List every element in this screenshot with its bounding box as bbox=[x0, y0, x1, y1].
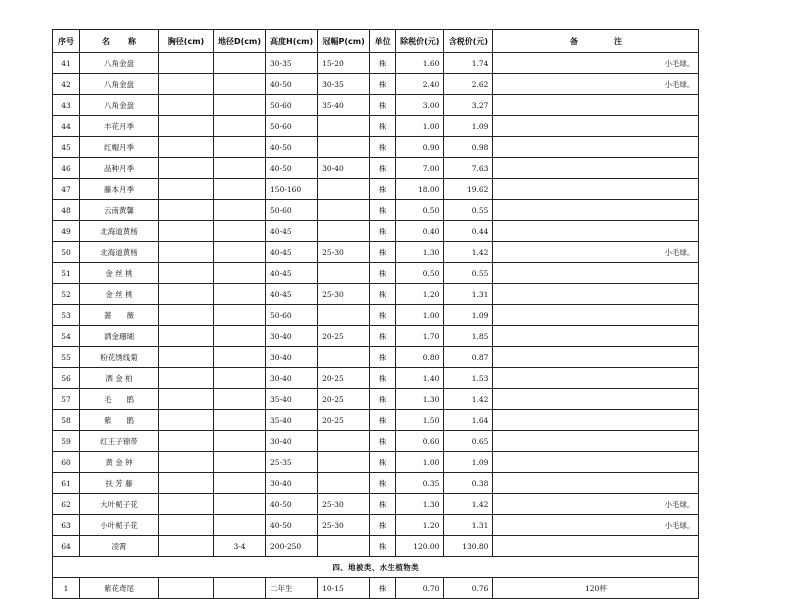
header-seq: 序号 bbox=[53, 30, 80, 53]
header-unit: 单位 bbox=[370, 30, 396, 53]
cell-height: 40-50 bbox=[266, 74, 318, 95]
cell-height: 40-45 bbox=[266, 221, 318, 242]
cell-seq: 55 bbox=[53, 347, 80, 368]
cell-price-inc-tax: 1.85 bbox=[444, 326, 493, 347]
cell-seq: 56 bbox=[53, 368, 80, 389]
table-row bbox=[53, 431, 699, 452]
header-remark bbox=[493, 30, 699, 53]
cell-height: 35-40 bbox=[266, 410, 318, 431]
cell-price-inc-tax: 1.53 bbox=[444, 368, 493, 389]
cell-price-inc-tax: 0.55 bbox=[444, 200, 493, 221]
cell-price-inc-tax: 7.63 bbox=[444, 158, 493, 179]
cell-unit: 株 bbox=[370, 242, 396, 263]
cell-seq: 52 bbox=[53, 284, 80, 305]
cell-seq: 63 bbox=[53, 515, 80, 536]
cell-remark bbox=[493, 263, 699, 284]
cell-dbh bbox=[159, 53, 214, 74]
cell-name: 红帽月季 bbox=[80, 137, 159, 158]
cell-remark bbox=[493, 410, 699, 431]
cell-unit: 株 bbox=[370, 221, 396, 242]
cell-price-ex-tax: 1.20 bbox=[396, 515, 444, 536]
section-body bbox=[53, 557, 699, 599]
table-row bbox=[53, 137, 699, 158]
cell-remark bbox=[493, 158, 699, 179]
cell-remark: 小毛球。 bbox=[493, 74, 699, 95]
cell-unit: 株 bbox=[370, 179, 396, 200]
cell-ground-diameter bbox=[214, 116, 266, 137]
cell-seq: 50 bbox=[53, 242, 80, 263]
header-row bbox=[53, 30, 699, 53]
cell-name: 洒金珊瑚 bbox=[80, 326, 159, 347]
cell-seq: 44 bbox=[53, 116, 80, 137]
cell-height: 40-45 bbox=[266, 263, 318, 284]
cell-unit: 株 bbox=[370, 452, 396, 473]
cell-price-ex-tax: 1.60 bbox=[396, 53, 444, 74]
cell-dbh bbox=[159, 74, 214, 95]
cell-name: 八角金盘 bbox=[80, 95, 159, 116]
cell-height: 200-250 bbox=[266, 536, 318, 557]
cell-seq: 43 bbox=[53, 95, 80, 116]
cell-ground-diameter bbox=[214, 200, 266, 221]
cell-remark bbox=[493, 200, 699, 221]
table-row bbox=[53, 368, 699, 389]
cell-price-ex-tax: 120.00 bbox=[396, 536, 444, 557]
cell-crown bbox=[318, 137, 370, 158]
cell-name: 北海道黄杨 bbox=[80, 221, 159, 242]
cell-height: 35-40 bbox=[266, 389, 318, 410]
cell-price-ex-tax: 1.50 bbox=[396, 410, 444, 431]
cell-height: 40-50 bbox=[266, 158, 318, 179]
cell-ground-diameter bbox=[214, 284, 266, 305]
cell-price-inc-tax: 1.09 bbox=[444, 116, 493, 137]
cell-remark: 120杯 bbox=[493, 578, 699, 599]
cell-price-inc-tax: 0.55 bbox=[444, 263, 493, 284]
cell-dbh bbox=[159, 158, 214, 179]
header-ground-diameter: 地径D(cm) bbox=[214, 30, 266, 53]
cell-height: 25-35 bbox=[266, 452, 318, 473]
cell-name: 云南黄馨 bbox=[80, 200, 159, 221]
cell-dbh bbox=[159, 95, 214, 116]
cell-unit: 株 bbox=[370, 305, 396, 326]
cell-seq: 64 bbox=[53, 536, 80, 557]
cell-price-ex-tax: 7.00 bbox=[396, 158, 444, 179]
cell-price-ex-tax: 0.90 bbox=[396, 137, 444, 158]
cell-crown bbox=[318, 305, 370, 326]
table-body bbox=[53, 53, 699, 557]
cell-price-inc-tax: 1.42 bbox=[444, 242, 493, 263]
cell-crown bbox=[318, 200, 370, 221]
cell-height: 30-40 bbox=[266, 431, 318, 452]
cell-crown bbox=[318, 179, 370, 200]
cell-dbh bbox=[159, 305, 214, 326]
table-row bbox=[53, 242, 699, 263]
header-price-inc-tax: 含税价(元) bbox=[444, 30, 493, 53]
cell-name: 洒 金 柏 bbox=[80, 368, 159, 389]
table-row bbox=[53, 515, 699, 536]
cell-price-ex-tax: 1.40 bbox=[396, 368, 444, 389]
cell-dbh bbox=[159, 284, 214, 305]
cell-dbh bbox=[159, 494, 214, 515]
table-row bbox=[53, 326, 699, 347]
cell-price-inc-tax: 0.44 bbox=[444, 221, 493, 242]
cell-ground-diameter bbox=[214, 263, 266, 284]
cell-crown bbox=[318, 431, 370, 452]
table-row bbox=[53, 347, 699, 368]
cell-dbh bbox=[159, 116, 214, 137]
cell-dbh bbox=[159, 410, 214, 431]
section-title-row bbox=[53, 557, 699, 578]
cell-remark bbox=[493, 116, 699, 137]
cell-dbh bbox=[159, 137, 214, 158]
cell-price-inc-tax: 0.76 bbox=[444, 578, 493, 599]
cell-seq: 49 bbox=[53, 221, 80, 242]
cell-price-inc-tax: 19.62 bbox=[444, 179, 493, 200]
cell-price-ex-tax: 1.30 bbox=[396, 389, 444, 410]
cell-unit: 株 bbox=[370, 263, 396, 284]
cell-crown: 25-30 bbox=[318, 284, 370, 305]
cell-name: 藤本月季 bbox=[80, 179, 159, 200]
cell-unit: 株 bbox=[370, 326, 396, 347]
cell-height: 40-50 bbox=[266, 137, 318, 158]
table-row bbox=[53, 200, 699, 221]
cell-price-ex-tax: 1.30 bbox=[396, 242, 444, 263]
cell-seq: 61 bbox=[53, 473, 80, 494]
cell-unit: 株 bbox=[370, 578, 396, 599]
cell-price-inc-tax: 3.27 bbox=[444, 95, 493, 116]
cell-price-inc-tax: 2.62 bbox=[444, 74, 493, 95]
cell-dbh bbox=[159, 242, 214, 263]
cell-ground-diameter bbox=[214, 347, 266, 368]
table-row bbox=[53, 74, 699, 95]
cell-height: 30-40 bbox=[266, 368, 318, 389]
table-row bbox=[53, 53, 699, 74]
cell-unit: 株 bbox=[370, 116, 396, 137]
cell-ground-diameter bbox=[214, 494, 266, 515]
cell-ground-diameter bbox=[214, 389, 266, 410]
header-name bbox=[80, 30, 159, 53]
cell-seq: 54 bbox=[53, 326, 80, 347]
cell-unit: 株 bbox=[370, 95, 396, 116]
cell-price-inc-tax: 1.64 bbox=[444, 410, 493, 431]
cell-remark: 小毛球。 bbox=[493, 494, 699, 515]
cell-ground-diameter bbox=[214, 473, 266, 494]
cell-price-ex-tax: 2.40 bbox=[396, 74, 444, 95]
cell-crown: 20-25 bbox=[318, 389, 370, 410]
cell-price-inc-tax: 1.42 bbox=[444, 389, 493, 410]
cell-dbh bbox=[159, 578, 214, 599]
cell-dbh bbox=[159, 221, 214, 242]
cell-price-inc-tax: 130.80 bbox=[444, 536, 493, 557]
cell-ground-diameter bbox=[214, 179, 266, 200]
cell-price-inc-tax: 1.31 bbox=[444, 284, 493, 305]
cell-remark bbox=[493, 284, 699, 305]
cell-remark bbox=[493, 452, 699, 473]
table-row bbox=[53, 536, 699, 557]
cell-ground-diameter bbox=[214, 242, 266, 263]
cell-price-ex-tax: 18.00 bbox=[396, 179, 444, 200]
cell-unit: 株 bbox=[370, 137, 396, 158]
header-remark-first-char: 备 bbox=[569, 36, 578, 46]
cell-name: 大叶栀子花 bbox=[80, 494, 159, 515]
cell-crown bbox=[318, 263, 370, 284]
cell-unit: 株 bbox=[370, 200, 396, 221]
cell-unit: 株 bbox=[370, 158, 396, 179]
cell-remark bbox=[493, 536, 699, 557]
price-table bbox=[52, 29, 699, 599]
cell-unit: 株 bbox=[370, 410, 396, 431]
cell-dbh bbox=[159, 347, 214, 368]
table-row bbox=[53, 284, 699, 305]
cell-ground-diameter bbox=[214, 368, 266, 389]
cell-remark: 小毛球。 bbox=[493, 242, 699, 263]
cell-price-inc-tax: 1.42 bbox=[444, 494, 493, 515]
cell-crown: 25-30 bbox=[318, 242, 370, 263]
cell-crown: 35-40 bbox=[318, 95, 370, 116]
cell-ground-diameter bbox=[214, 515, 266, 536]
cell-dbh bbox=[159, 263, 214, 284]
cell-seq: 48 bbox=[53, 200, 80, 221]
cell-unit: 株 bbox=[370, 473, 396, 494]
cell-ground-diameter bbox=[214, 410, 266, 431]
header-price-ex-tax: 除税价(元) bbox=[396, 30, 444, 53]
table-row bbox=[53, 158, 699, 179]
cell-name: 八角金盘 bbox=[80, 74, 159, 95]
table-row bbox=[53, 410, 699, 431]
cell-price-ex-tax: 1.20 bbox=[396, 284, 444, 305]
cell-price-inc-tax: 0.87 bbox=[444, 347, 493, 368]
cell-seq: 47 bbox=[53, 179, 80, 200]
cell-height: 40-45 bbox=[266, 284, 318, 305]
cell-height: 30-35 bbox=[266, 53, 318, 74]
cell-name: 粉花绣线菊 bbox=[80, 347, 159, 368]
cell-remark bbox=[493, 431, 699, 452]
cell-unit: 株 bbox=[370, 368, 396, 389]
table-row bbox=[53, 389, 699, 410]
cell-seq: 57 bbox=[53, 389, 80, 410]
cell-height: 40-45 bbox=[266, 242, 318, 263]
header-name-second-char: 称 bbox=[128, 36, 136, 46]
cell-seq: 1 bbox=[53, 578, 80, 599]
cell-price-inc-tax: 1.74 bbox=[444, 53, 493, 74]
cell-height: 30-40 bbox=[266, 326, 318, 347]
cell-price-ex-tax: 1.00 bbox=[396, 452, 444, 473]
cell-remark bbox=[493, 347, 699, 368]
cell-height: 50-60 bbox=[266, 200, 318, 221]
cell-name: 金 丝 桃 bbox=[80, 284, 159, 305]
cell-dbh bbox=[159, 200, 214, 221]
cell-price-inc-tax: 1.09 bbox=[444, 305, 493, 326]
cell-height: 50-60 bbox=[266, 95, 318, 116]
cell-crown: 15-20 bbox=[318, 53, 370, 74]
header-dbh: 胸径(cm) bbox=[159, 30, 214, 53]
cell-dbh bbox=[159, 515, 214, 536]
cell-height: 150-160 bbox=[266, 179, 318, 200]
cell-dbh bbox=[159, 179, 214, 200]
cell-price-ex-tax: 1.00 bbox=[396, 116, 444, 137]
cell-name: 毛 鹃 bbox=[80, 389, 159, 410]
cell-price-ex-tax: 0.50 bbox=[396, 200, 444, 221]
cell-seq: 42 bbox=[53, 74, 80, 95]
cell-name: 金 丝 桃 bbox=[80, 263, 159, 284]
cell-ground-diameter bbox=[214, 326, 266, 347]
cell-ground-diameter bbox=[214, 578, 266, 599]
cell-height: 50-60 bbox=[266, 305, 318, 326]
table-row bbox=[53, 179, 699, 200]
table-row bbox=[53, 305, 699, 326]
cell-crown bbox=[318, 473, 370, 494]
cell-crown bbox=[318, 536, 370, 557]
cell-crown: 30-35 bbox=[318, 74, 370, 95]
cell-crown: 25-30 bbox=[318, 494, 370, 515]
section-title: 四、地被类、水生植物类 bbox=[53, 557, 699, 578]
cell-ground-diameter bbox=[214, 53, 266, 74]
cell-price-ex-tax: 0.35 bbox=[396, 473, 444, 494]
table-row bbox=[53, 578, 699, 599]
cell-unit: 株 bbox=[370, 53, 396, 74]
cell-seq: 58 bbox=[53, 410, 80, 431]
cell-crown: 20-25 bbox=[318, 368, 370, 389]
table-row bbox=[53, 116, 699, 137]
cell-price-ex-tax: 1.00 bbox=[396, 305, 444, 326]
cell-name: 红王子锦带 bbox=[80, 431, 159, 452]
cell-unit: 株 bbox=[370, 284, 396, 305]
cell-name: 扶 芳 藤 bbox=[80, 473, 159, 494]
cell-price-ex-tax: 0.40 bbox=[396, 221, 444, 242]
cell-remark: 小毛球。 bbox=[493, 53, 699, 74]
table-row bbox=[53, 221, 699, 242]
cell-remark bbox=[493, 389, 699, 410]
cell-name: 黄 金 钟 bbox=[80, 452, 159, 473]
cell-height: 30-40 bbox=[266, 347, 318, 368]
cell-dbh bbox=[159, 368, 214, 389]
cell-seq: 45 bbox=[53, 137, 80, 158]
cell-dbh bbox=[159, 326, 214, 347]
cell-price-inc-tax: 1.09 bbox=[444, 452, 493, 473]
cell-price-ex-tax: 0.80 bbox=[396, 347, 444, 368]
cell-name: 品种月季 bbox=[80, 158, 159, 179]
cell-name: 凌霄 bbox=[80, 536, 159, 557]
cell-crown bbox=[318, 221, 370, 242]
cell-seq: 59 bbox=[53, 431, 80, 452]
cell-price-inc-tax: 1.31 bbox=[444, 515, 493, 536]
table-row bbox=[53, 452, 699, 473]
header-remark-second-char: 注 bbox=[613, 36, 622, 46]
cell-height: 50-60 bbox=[266, 116, 318, 137]
cell-seq: 51 bbox=[53, 263, 80, 284]
cell-seq: 53 bbox=[53, 305, 80, 326]
cell-seq: 46 bbox=[53, 158, 80, 179]
cell-crown bbox=[318, 452, 370, 473]
cell-ground-diameter bbox=[214, 158, 266, 179]
cell-name: 八角金盘 bbox=[80, 53, 159, 74]
cell-dbh bbox=[159, 452, 214, 473]
cell-name: 小叶栀子花 bbox=[80, 515, 159, 536]
cell-price-ex-tax: 1.30 bbox=[396, 494, 444, 515]
table-row bbox=[53, 263, 699, 284]
cell-remark bbox=[493, 221, 699, 242]
cell-price-ex-tax: 0.60 bbox=[396, 431, 444, 452]
cell-dbh bbox=[159, 536, 214, 557]
header-name-first-char: 名 bbox=[102, 36, 110, 46]
cell-ground-diameter bbox=[214, 137, 266, 158]
cell-price-inc-tax: 0.98 bbox=[444, 137, 493, 158]
cell-dbh bbox=[159, 473, 214, 494]
cell-seq: 41 bbox=[53, 53, 80, 74]
cell-seq: 62 bbox=[53, 494, 80, 515]
cell-ground-diameter bbox=[214, 95, 266, 116]
cell-height: 40-50 bbox=[266, 494, 318, 515]
cell-dbh bbox=[159, 389, 214, 410]
cell-crown bbox=[318, 116, 370, 137]
cell-height: 二年生 bbox=[266, 578, 318, 599]
cell-price-ex-tax: 0.70 bbox=[396, 578, 444, 599]
cell-crown: 20-25 bbox=[318, 410, 370, 431]
cell-name: 蔷 薇 bbox=[80, 305, 159, 326]
cell-unit: 株 bbox=[370, 515, 396, 536]
cell-ground-diameter bbox=[214, 305, 266, 326]
cell-name: 北海道黄杨 bbox=[80, 242, 159, 263]
cell-name: 紫花鸢尾 bbox=[80, 578, 159, 599]
cell-crown bbox=[318, 347, 370, 368]
header-height: 高度H(cm) bbox=[266, 30, 318, 53]
cell-remark bbox=[493, 95, 699, 116]
cell-ground-diameter: 3-4 bbox=[214, 536, 266, 557]
cell-crown: 25-30 bbox=[318, 515, 370, 536]
cell-unit: 株 bbox=[370, 494, 396, 515]
cell-height: 40-50 bbox=[266, 515, 318, 536]
cell-price-inc-tax: 0.38 bbox=[444, 473, 493, 494]
cell-price-ex-tax: 0.50 bbox=[396, 263, 444, 284]
cell-remark: 小毛球。 bbox=[493, 515, 699, 536]
cell-ground-diameter bbox=[214, 74, 266, 95]
cell-unit: 株 bbox=[370, 389, 396, 410]
cell-height: 30-40 bbox=[266, 473, 318, 494]
cell-name: 紫 鹃 bbox=[80, 410, 159, 431]
cell-remark bbox=[493, 137, 699, 158]
cell-crown: 30-40 bbox=[318, 158, 370, 179]
cell-crown: 10-15 bbox=[318, 578, 370, 599]
cell-ground-diameter bbox=[214, 221, 266, 242]
cell-unit: 株 bbox=[370, 347, 396, 368]
cell-seq: 60 bbox=[53, 452, 80, 473]
cell-price-inc-tax: 0.65 bbox=[444, 431, 493, 452]
cell-remark bbox=[493, 326, 699, 347]
cell-remark bbox=[493, 368, 699, 389]
table-row bbox=[53, 473, 699, 494]
table-row bbox=[53, 494, 699, 515]
cell-remark bbox=[493, 179, 699, 200]
cell-price-ex-tax: 1.70 bbox=[396, 326, 444, 347]
cell-ground-diameter bbox=[214, 452, 266, 473]
cell-unit: 株 bbox=[370, 536, 396, 557]
cell-name: 丰花月季 bbox=[80, 116, 159, 137]
cell-dbh bbox=[159, 431, 214, 452]
cell-unit: 株 bbox=[370, 431, 396, 452]
cell-unit: 株 bbox=[370, 74, 396, 95]
cell-ground-diameter bbox=[214, 431, 266, 452]
table-row bbox=[53, 95, 699, 116]
cell-remark bbox=[493, 305, 699, 326]
cell-price-ex-tax: 3.00 bbox=[396, 95, 444, 116]
cell-remark bbox=[493, 473, 699, 494]
cell-crown: 20-25 bbox=[318, 326, 370, 347]
header-crown: 冠幅P(cm) bbox=[318, 30, 370, 53]
